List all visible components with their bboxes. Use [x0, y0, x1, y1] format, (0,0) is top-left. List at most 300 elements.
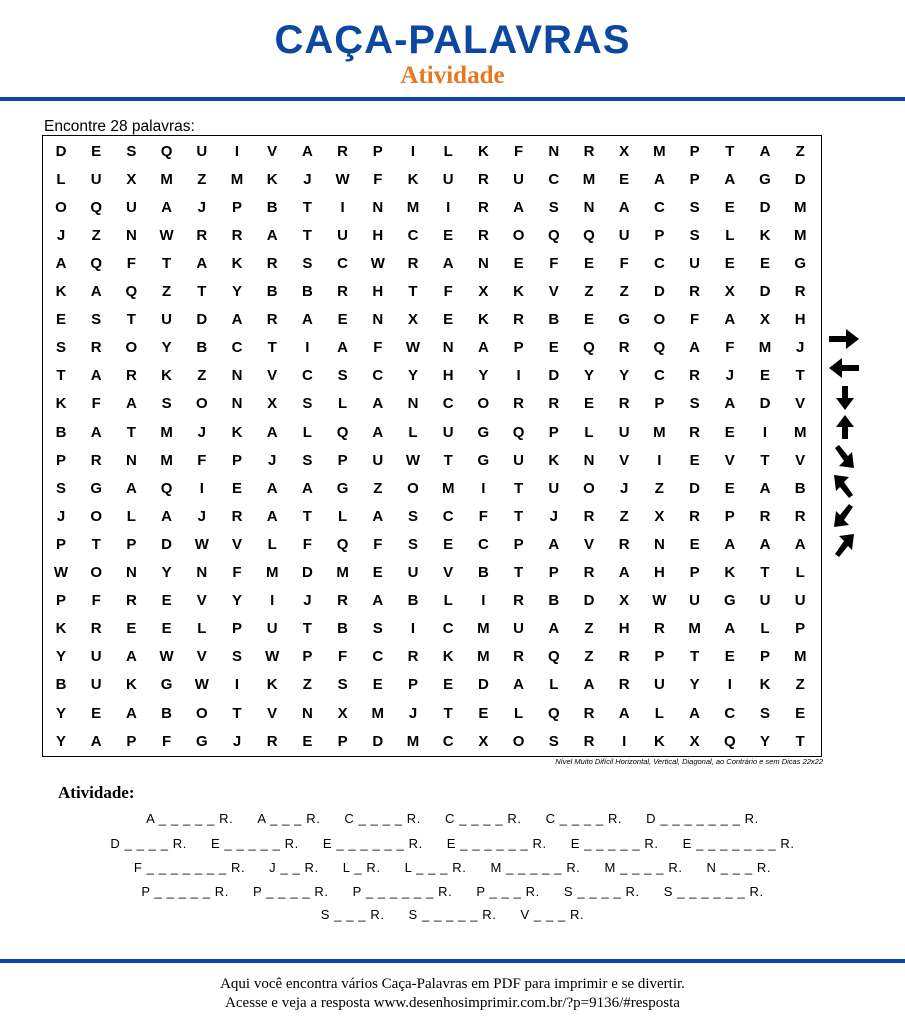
grid-letter[interactable]: S — [689, 395, 700, 413]
grid-letter[interactable]: D — [196, 311, 208, 329]
grid-letter[interactable]: E — [443, 311, 454, 329]
grid-letter[interactable]: M — [653, 142, 666, 160]
grid-letter[interactable]: H — [618, 620, 630, 638]
grid-letter[interactable]: R — [583, 732, 595, 750]
grid-letter[interactable]: B — [161, 704, 173, 722]
grid-letter[interactable]: J — [620, 479, 629, 497]
grid-letter[interactable]: R — [266, 311, 278, 329]
grid-letter[interactable]: R — [618, 648, 630, 666]
grid-letter[interactable]: F — [126, 254, 136, 272]
grid-letter[interactable]: R — [337, 592, 349, 610]
grid-letter[interactable]: A — [548, 620, 560, 638]
grid-letter[interactable]: C — [653, 254, 665, 272]
grid-letter[interactable]: C — [442, 620, 454, 638]
grid-letter[interactable]: Z — [584, 648, 594, 666]
grid-letter[interactable]: M — [793, 226, 807, 244]
grid-letter[interactable]: W — [335, 170, 350, 188]
grid-letter[interactable]: R — [90, 451, 102, 469]
grid-letter[interactable]: H — [372, 283, 384, 300]
grid-letter[interactable]: R — [689, 423, 701, 441]
grid-letter[interactable]: T — [514, 507, 524, 525]
grid-letter[interactable]: N — [125, 226, 137, 244]
grid-letter[interactable]: L — [56, 170, 66, 188]
grid-letter[interactable]: F — [373, 339, 383, 357]
grid-letter[interactable]: T — [725, 142, 735, 160]
grid-letter[interactable]: Z — [373, 479, 383, 497]
grid-letter[interactable]: T — [302, 226, 312, 244]
grid-letter[interactable]: A — [372, 507, 384, 525]
grid-letter[interactable]: P — [689, 142, 700, 160]
grid-letter[interactable]: N — [583, 451, 595, 469]
grid-letter[interactable]: G — [618, 311, 631, 329]
grid-letter[interactable]: Z — [162, 283, 172, 300]
grid-letter[interactable]: O — [195, 704, 208, 722]
grid-letter[interactable]: A — [90, 423, 102, 441]
grid-letter[interactable]: S — [55, 479, 66, 497]
grid-letter[interactable]: K — [55, 620, 67, 638]
grid-letter[interactable]: M — [336, 564, 349, 581]
grid-letter[interactable]: E — [724, 198, 735, 216]
grid-letter[interactable]: A — [583, 676, 595, 694]
grid-letter[interactable]: N — [301, 704, 313, 722]
grid-letter[interactable]: Q — [723, 732, 736, 750]
grid-letter[interactable]: B — [548, 592, 560, 610]
grid-letter[interactable]: Y — [55, 648, 66, 666]
grid-letter[interactable]: L — [514, 704, 524, 722]
grid-letter[interactable]: K — [125, 676, 137, 694]
grid-letter[interactable]: Y — [759, 732, 770, 750]
grid-letter[interactable]: V — [231, 535, 242, 553]
grid-letter[interactable]: X — [724, 283, 735, 300]
grid-letter[interactable]: N — [442, 339, 454, 357]
grid-letter[interactable]: A — [161, 507, 173, 525]
grid-letter[interactable]: J — [197, 507, 206, 525]
grid-letter[interactable]: J — [197, 423, 206, 441]
grid-letter[interactable]: E — [513, 254, 524, 272]
grid-letter[interactable]: K — [513, 283, 525, 300]
grid-letter[interactable]: N — [196, 564, 208, 581]
grid-letter[interactable]: U — [689, 254, 701, 272]
grid-letter[interactable]: D — [477, 676, 489, 694]
grid-letter[interactable]: Q — [90, 198, 103, 216]
grid-letter[interactable]: N — [372, 311, 384, 329]
grid-letter[interactable]: V — [724, 451, 735, 469]
grid-letter[interactable]: A — [618, 564, 630, 581]
grid-letter[interactable]: X — [689, 732, 700, 750]
grid-letter[interactable]: A — [337, 339, 349, 357]
grid-letter[interactable]: E — [583, 311, 594, 329]
grid-letter[interactable]: S — [302, 254, 313, 272]
grid-letter[interactable]: M — [406, 198, 420, 216]
grid-letter[interactable]: M — [653, 423, 666, 441]
grid-letter[interactable]: F — [162, 732, 172, 750]
grid-letter[interactable]: A — [266, 226, 278, 244]
grid-letter[interactable]: J — [56, 507, 66, 525]
grid-letter[interactable]: F — [197, 451, 207, 469]
grid-letter[interactable]: S — [407, 535, 418, 553]
grid-letter[interactable]: S — [55, 339, 66, 357]
grid-letter[interactable]: B — [55, 676, 67, 694]
grid-letter[interactable]: D — [759, 395, 771, 413]
grid-letter[interactable]: T — [443, 451, 453, 469]
grid-letter[interactable]: G — [160, 676, 173, 694]
grid-letter[interactable]: X — [337, 704, 348, 722]
grid-letter[interactable]: U — [513, 451, 525, 469]
grid-letter[interactable]: D — [372, 732, 384, 750]
grid-letter[interactable]: O — [477, 395, 490, 413]
grid-letter[interactable]: U — [442, 423, 454, 441]
grid-letter[interactable]: Y — [407, 367, 418, 385]
grid-letter[interactable]: T — [302, 620, 312, 638]
grid-letter[interactable]: E — [724, 648, 735, 666]
grid-letter[interactable]: I — [481, 479, 486, 497]
grid-letter[interactable]: R — [583, 704, 595, 722]
grid-letter[interactable]: G — [195, 732, 208, 750]
grid-letter[interactable]: D — [653, 283, 665, 300]
grid-letter[interactable]: Q — [653, 339, 666, 357]
grid-letter[interactable]: P — [55, 592, 66, 610]
grid-letter[interactable]: B — [55, 423, 67, 441]
grid-letter[interactable]: S — [337, 676, 348, 694]
grid-letter[interactable]: I — [410, 142, 416, 160]
grid-letter[interactable]: F — [302, 535, 312, 553]
grid-letter[interactable]: F — [443, 283, 453, 300]
grid-letter[interactable]: B — [196, 339, 208, 357]
grid-letter[interactable]: R — [337, 142, 349, 160]
grid-letter[interactable]: O — [195, 395, 208, 413]
grid-letter[interactable]: A — [759, 535, 771, 553]
grid-letter[interactable]: L — [795, 564, 805, 581]
grid-letter[interactable]: M — [477, 648, 490, 666]
grid-letter[interactable]: I — [234, 676, 240, 694]
grid-letter[interactable]: N — [231, 395, 243, 413]
grid-letter[interactable]: S — [302, 451, 313, 469]
grid-letter[interactable]: R — [477, 226, 489, 244]
grid-letter[interactable]: R — [689, 507, 701, 525]
grid-letter[interactable]: P — [337, 732, 348, 750]
grid-letter[interactable]: E — [689, 451, 700, 469]
grid-letter[interactable]: T — [267, 339, 277, 357]
grid-letter[interactable]: A — [90, 283, 102, 300]
grid-letter[interactable]: H — [794, 311, 806, 329]
grid-letter[interactable]: C — [653, 198, 665, 216]
grid-letter[interactable]: Q — [336, 535, 349, 553]
grid-letter[interactable]: I — [305, 339, 310, 357]
grid-letter[interactable]: C — [653, 367, 665, 385]
grid-letter[interactable]: V — [619, 451, 630, 469]
grid-letter[interactable]: B — [337, 620, 349, 638]
grid-letter[interactable]: F — [690, 311, 700, 329]
grid-letter[interactable]: U — [90, 170, 102, 188]
grid-letter[interactable]: E — [759, 254, 770, 272]
grid-letter[interactable]: J — [303, 170, 312, 188]
grid-letter[interactable]: A — [372, 395, 384, 413]
grid-letter[interactable]: D — [583, 592, 595, 610]
grid-letter[interactable]: P — [689, 564, 700, 581]
grid-letter[interactable]: U — [372, 451, 384, 469]
grid-letter[interactable]: P — [795, 620, 806, 638]
grid-letter[interactable]: M — [265, 564, 279, 581]
grid-letter[interactable]: Q — [547, 704, 560, 722]
grid-letter[interactable]: K — [55, 395, 67, 413]
grid-letter[interactable]: P — [55, 451, 66, 469]
grid-letter[interactable]: P — [126, 732, 137, 750]
grid-letter[interactable]: N — [653, 535, 665, 553]
grid-letter[interactable]: M — [582, 170, 596, 188]
grid-letter[interactable]: M — [441, 479, 455, 497]
grid-letter[interactable]: P — [407, 676, 418, 694]
grid-letter[interactable]: T — [302, 198, 312, 216]
grid-letter[interactable]: E — [161, 620, 172, 638]
grid-letter[interactable]: O — [512, 226, 525, 244]
grid-letter[interactable]: W — [194, 676, 209, 694]
grid-letter[interactable]: E — [443, 535, 454, 553]
grid-letter[interactable]: U — [653, 676, 665, 694]
grid-letter[interactable]: S — [231, 648, 242, 666]
grid-letter[interactable]: E — [91, 142, 102, 160]
grid-letter[interactable]: R — [266, 254, 278, 272]
grid-letter[interactable]: Z — [584, 620, 594, 638]
grid-letter[interactable]: Z — [795, 676, 805, 694]
grid-letter[interactable]: A — [55, 254, 67, 272]
grid-letter[interactable]: S — [372, 620, 383, 638]
grid-letter[interactable]: N — [125, 451, 137, 469]
grid-letter[interactable]: D — [161, 535, 173, 553]
grid-letter[interactable]: F — [373, 170, 383, 188]
grid-letter[interactable]: V — [196, 648, 207, 666]
grid-letter[interactable]: W — [53, 564, 69, 581]
grid-letter[interactable]: E — [724, 479, 735, 497]
grid-letter[interactable]: M — [688, 620, 701, 638]
grid-letter[interactable]: K — [407, 170, 419, 188]
grid-letter[interactable]: E — [372, 564, 383, 581]
grid-letter[interactable]: D — [759, 198, 771, 216]
grid-letter[interactable]: C — [548, 170, 560, 188]
grid-letter[interactable]: E — [583, 395, 594, 413]
grid-letter[interactable]: R — [583, 507, 595, 525]
grid-letter[interactable]: Q — [547, 648, 560, 666]
grid-letter[interactable]: S — [161, 395, 172, 413]
grid-letter[interactable]: W — [370, 254, 385, 272]
grid-letter[interactable]: X — [759, 311, 770, 329]
grid-letter[interactable]: W — [159, 226, 174, 244]
grid-letter[interactable]: H — [653, 564, 665, 581]
grid-letter[interactable]: Y — [55, 732, 66, 750]
grid-letter[interactable]: S — [759, 704, 770, 722]
grid-letter[interactable]: S — [689, 226, 700, 244]
grid-letter[interactable]: O — [583, 479, 595, 497]
grid-letter[interactable]: H — [442, 367, 454, 385]
grid-letter[interactable]: L — [302, 423, 312, 441]
grid-letter[interactable]: J — [232, 732, 242, 750]
grid-letter[interactable]: R — [618, 339, 630, 357]
grid-letter[interactable]: A — [513, 676, 525, 694]
grid-letter[interactable]: C — [442, 507, 454, 525]
grid-letter[interactable]: Z — [197, 170, 207, 188]
grid-letter[interactable]: S — [689, 198, 700, 216]
grid-letter[interactable]: E — [126, 620, 137, 638]
grid-letter[interactable]: L — [725, 226, 735, 244]
grid-letter[interactable]: G — [477, 451, 490, 469]
grid-letter[interactable]: A — [618, 704, 630, 722]
grid-letter[interactable]: I — [516, 367, 521, 385]
grid-letter[interactable]: R — [759, 507, 771, 525]
grid-letter[interactable]: L — [338, 507, 348, 525]
grid-letter[interactable]: E — [689, 535, 700, 553]
grid-letter[interactable]: T — [443, 704, 453, 722]
grid-letter[interactable]: R — [513, 592, 525, 610]
grid-letter[interactable]: Z — [197, 367, 207, 385]
grid-letter[interactable]: E — [478, 704, 489, 722]
grid-letter[interactable]: G — [477, 423, 490, 441]
grid-letter[interactable]: D — [548, 367, 560, 385]
grid-letter[interactable]: U — [90, 676, 102, 694]
grid-letter[interactable]: V — [196, 592, 207, 610]
grid-letter[interactable]: L — [408, 423, 418, 441]
grid-letter[interactable]: M — [406, 732, 420, 750]
grid-letter[interactable]: J — [549, 507, 558, 525]
grid-letter[interactable]: R — [689, 367, 701, 385]
grid-letter[interactable]: L — [760, 620, 770, 638]
grid-letter[interactable]: J — [56, 226, 66, 244]
grid-letter[interactable]: T — [232, 704, 242, 722]
grid-letter[interactable]: S — [548, 732, 559, 750]
grid-letter[interactable]: P — [231, 620, 242, 638]
grid-letter[interactable]: Y — [619, 367, 630, 385]
grid-letter[interactable]: T — [514, 564, 524, 581]
grid-letter[interactable]: J — [303, 592, 312, 610]
grid-letter[interactable]: Z — [619, 507, 629, 525]
grid-letter[interactable]: X — [619, 592, 630, 610]
grid-letter[interactable]: O — [653, 311, 666, 329]
grid-letter[interactable]: R — [337, 283, 349, 300]
grid-letter[interactable]: M — [758, 339, 772, 357]
grid-letter[interactable]: C — [372, 648, 384, 666]
grid-letter[interactable]: T — [408, 283, 418, 300]
grid-letter[interactable]: A — [548, 535, 560, 553]
grid-letter[interactable]: I — [622, 732, 627, 750]
grid-letter[interactable]: N — [407, 395, 419, 413]
grid-letter[interactable]: R — [794, 507, 806, 525]
grid-letter[interactable]: N — [125, 564, 137, 581]
grid-letter[interactable]: C — [337, 254, 349, 272]
grid-letter[interactable]: A — [618, 198, 630, 216]
grid-letter[interactable]: S — [91, 311, 102, 329]
grid-letter[interactable]: W — [405, 339, 421, 357]
grid-letter[interactable]: C — [477, 535, 489, 553]
grid-letter[interactable]: O — [55, 198, 67, 216]
grid-letter[interactable]: K — [477, 311, 489, 329]
grid-letter[interactable]: U — [337, 226, 349, 244]
grid-letter[interactable]: J — [268, 451, 277, 469]
grid-letter[interactable]: V — [548, 283, 559, 300]
grid-letter[interactable]: Y — [161, 564, 172, 581]
grid-letter[interactable]: R — [477, 170, 489, 188]
grid-letter[interactable]: Y — [161, 339, 172, 357]
grid-letter[interactable]: R — [618, 535, 630, 553]
grid-letter[interactable]: V — [583, 535, 594, 553]
grid-letter[interactable]: I — [340, 198, 345, 216]
grid-letter[interactable]: B — [266, 283, 278, 300]
grid-letter[interactable]: Y — [231, 283, 242, 300]
grid-letter[interactable]: Z — [302, 676, 312, 694]
grid-letter[interactable]: A — [477, 339, 489, 357]
grid-letter[interactable]: M — [477, 620, 490, 638]
grid-letter[interactable]: M — [793, 648, 807, 666]
grid-letter[interactable]: M — [793, 198, 807, 216]
grid-letter[interactable]: A — [724, 170, 736, 188]
grid-letter[interactable]: E — [161, 592, 172, 610]
grid-letter[interactable]: J — [408, 704, 418, 722]
grid-letter[interactable]: N — [583, 198, 595, 216]
grid-letter[interactable]: R — [407, 648, 419, 666]
grid-letter[interactable]: A — [161, 198, 173, 216]
grid-letter[interactable]: G — [794, 254, 807, 272]
grid-letter[interactable]: R — [653, 620, 665, 638]
grid-letter[interactable]: M — [793, 423, 807, 441]
grid-letter[interactable]: A — [301, 479, 313, 497]
grid-letter[interactable]: T — [302, 507, 312, 525]
grid-letter[interactable]: F — [514, 142, 524, 160]
grid-letter[interactable]: P — [689, 170, 700, 188]
grid-letter[interactable]: C — [231, 339, 243, 357]
grid-letter[interactable]: S — [302, 395, 313, 413]
grid-letter[interactable]: F — [373, 535, 383, 553]
grid-letter[interactable]: T — [760, 564, 770, 581]
grid-letter[interactable]: U — [548, 479, 560, 497]
grid-letter[interactable]: E — [548, 339, 559, 357]
grid-letter[interactable]: A — [759, 142, 771, 160]
grid-letter[interactable]: K — [442, 648, 454, 666]
grid-letter[interactable]: R — [689, 283, 701, 300]
grid-letter[interactable]: O — [90, 507, 103, 525]
grid-letter[interactable]: P — [55, 535, 66, 553]
grid-letter[interactable]: A — [372, 592, 384, 610]
grid-letter[interactable]: B — [301, 283, 313, 300]
grid-letter[interactable]: D — [794, 170, 806, 188]
grid-letter[interactable]: T — [126, 423, 136, 441]
grid-letter[interactable]: R — [513, 395, 525, 413]
grid-letter[interactable]: E — [372, 676, 383, 694]
grid-letter[interactable]: T — [56, 367, 66, 385]
grid-letter[interactable]: F — [725, 339, 735, 357]
grid-letter[interactable]: L — [126, 507, 136, 525]
grid-letter[interactable]: U — [618, 423, 630, 441]
grid-letter[interactable]: R — [477, 198, 489, 216]
grid-letter[interactable]: L — [549, 676, 559, 694]
grid-letter[interactable]: I — [199, 479, 204, 497]
grid-letter[interactable]: P — [724, 507, 735, 525]
grid-letter[interactable]: V — [267, 142, 278, 160]
grid-letter[interactable]: A — [759, 479, 771, 497]
grid-letter[interactable]: N — [231, 367, 243, 385]
grid-letter[interactable]: Z — [91, 226, 101, 244]
grid-letter[interactable]: P — [126, 535, 137, 553]
grid-letter[interactable]: T — [690, 648, 700, 666]
grid-letter[interactable]: E — [231, 479, 242, 497]
grid-letter[interactable]: Y — [583, 367, 594, 385]
grid-letter[interactable]: Q — [160, 479, 173, 497]
grid-letter[interactable]: L — [443, 592, 453, 610]
grid-letter[interactable]: U — [196, 142, 208, 160]
grid-letter[interactable]: R — [231, 507, 243, 525]
grid-letter[interactable]: C — [372, 367, 384, 385]
grid-letter[interactable]: W — [159, 648, 174, 666]
grid-letter[interactable]: L — [654, 704, 664, 722]
grid-letter[interactable]: Q — [583, 226, 595, 244]
grid-letter[interactable]: T — [126, 311, 136, 329]
grid-letter[interactable]: I — [657, 451, 662, 469]
